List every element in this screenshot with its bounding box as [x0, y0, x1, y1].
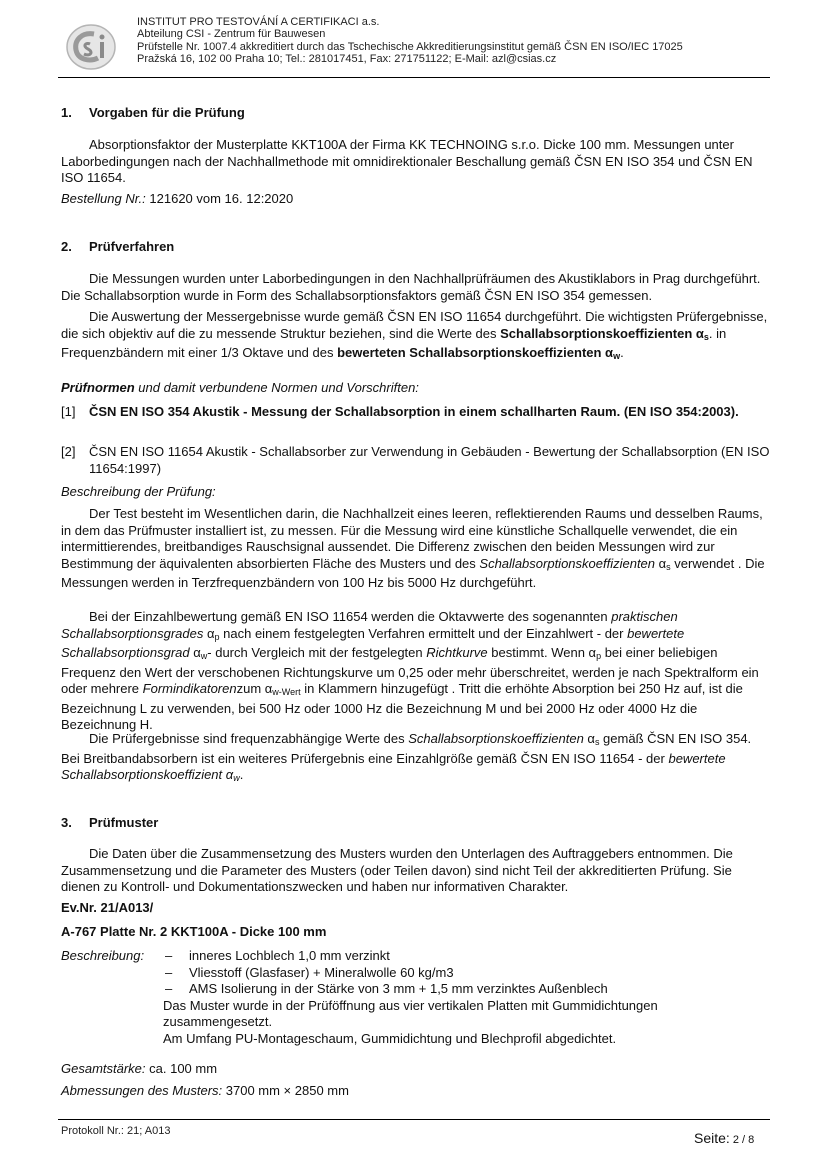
description-label: Beschreibung: [61, 948, 145, 963]
description-list [163, 948, 723, 1047]
accreditation: Prüfstelle Nr. 1007.4 akkreditiert durch das Tschechische Akkreditierungsinstitut gemäß ČSN EN ISO/IEC 17025 [137, 40, 683, 53]
order-value: 121620 vom 16. 12:2020 [145, 191, 294, 206]
total-thickness: Gesamtstärke: ca. 100 mm [61, 1061, 218, 1076]
reference-number: [1] [61, 404, 76, 419]
test-description-paragraph-2: Bei der Einzahlbewertung gemäß EN ISO 11654 werden die Oktavwerte des sogenannten praktischen Schallabsorptionsgrades $\alpha_p$ nach einem festgelegten Verfahren ermittelt und der Einzahlwert - der bewertete Schallabsorptionsgrad $\alpha_w-$ durch Vergleich mit der festgelegten Richtkurve bestimmt. Wenn $\alpha_p$ bei einer beliebigen Frequenz den Wert der verschobenen Richtungskurve um 0,25 oder mehr überschreitet, werden je nach Spektralform ein oder mehrere Formindikatorenzum $\alpha_{w-Wert}$ in Klammern hinzugefügt . Tritt die erhöhte Absorption bei 250 Hz auf, ist die Bezeichnung L zu verwenden, bei 500 Hz oder 1000 Hz die Bezeichnung M und bei 2000 Hz oder 4000 Hz die Bezeichnung H. [61, 609, 759, 732]
section-number: 2. [61, 239, 72, 254]
order-label: Bestellung Nr.: [61, 191, 146, 206]
protocol-number: Protokoll Nr.: 21; A013 [61, 1125, 171, 1137]
section-2-heading [61, 239, 174, 254]
csi-logo [64, 22, 118, 72]
letterhead [137, 16, 683, 66]
assembly-note: Das Muster wurde in der Prüföffnung aus vier vertikalen Platten mit Gummidichtungen zusammengesetzt. [163, 997, 658, 1029]
test-description-paragraph-1: Der Test besteht im Wesentlichen darin, die Nachhallzeit eines leeren, reflektierenden Raums und desselben Raums, in dem das Prüfmuster installiert ist, zu messen. Für die Messung wird eine künstliche Schallquelle verwendet, die ein intermittierendes, breitbandiges Rauschsignal aussendet. Die Differenz zwischen den beiden Messungen wird zur Bestimmung der äquivalenten absorbierten Fläche des Musters und des Schallabsorptionskoeffizienten $\alpha_s$ verwendet . Die Messungen werden in Terzfrequenzbändern von 100 Hz bis 5000 Hz durchgeführt. [61, 506, 765, 590]
section-3-paragraph: Die Daten über die Zusammensetzung des Musters wurden den Unterlagen des Auftraggebers entnommen. Die Zusammensetzung und die Parameter des Musters (oder Teilen davon) sind nicht Teil der akkreditierten Prüfung. Sie dienen zu Kontroll- und Dokumentationszwecken und haben nur informativen Charakter. [61, 846, 733, 894]
section-2-paragraph-1: Die Messungen wurden unter Laborbedingungen in den Nachhallprüfräumen des Akustiklabors in Prag durchgeführt. Die Schallabsorption wurde in Form des Schallabsorptionsfaktors gemäß ČSN EN ISO 354 gemessen. [61, 271, 761, 303]
contact-line: Pražská 16, 102 00 Praha 10; Tel.: 281017451, Fax: 271751122; E-Mail: azl@csias.cz [137, 53, 557, 66]
evidence-number: Ev.Nr. 21/A013/ [61, 900, 154, 915]
list-item: – inneres Lochblech 1,0 mm verzinkt [165, 948, 390, 963]
institute-name: INSTITUT PRO TESTOVÁNÍ A CERTIFIKACI a.s. [137, 16, 380, 28]
section-1-paragraph: Absorptionsfaktor der Musterplatte KKT100A der Firma KK TECHNOING s.r.o. Dicke 100 mm. Messungen unter Laborbedingungen nach der Nachhallmethode mit omnidirektionaler Beschallung gemäß ČSN EN ISO 354 und ČSN EN ISO 11654. [61, 137, 753, 185]
footer-divider [58, 1119, 770, 1120]
norms-heading: Prüfnormen und damit verbundene Normen und Vorschriften: [61, 380, 419, 395]
page-indicator: Seite: 2 / 8 [694, 1130, 755, 1146]
section-title: Prüfmuster [89, 815, 159, 830]
reference-text: ČSN EN ISO 354 Akustik - Messung der Schallabsorption in einem schallharten Raum. (EN ISO 354:2003). [89, 404, 739, 419]
section-1-heading [61, 105, 245, 120]
section-title: Prüfverfahren [89, 239, 175, 254]
reference-2 [61, 444, 771, 477]
test-description-heading: Beschreibung der Prüfung: [61, 484, 216, 499]
sample-dimensions: Abmessungen des Musters: 3700 mm × 2850 mm [61, 1083, 349, 1098]
sealing-note: Am Umfang PU-Montageschaum, Gummidichtung und Blechprofil abgedichtet. [163, 1030, 617, 1046]
list-item: – AMS Isolierung in der Stärke von 3 mm + 1,5 mm verzinktes Außenblech [165, 981, 608, 996]
reference-text: ČSN EN ISO 11654 Akustik - Schallabsorber zur Verwendung in Gebäuden - Bewertung der Schallabsorption (EN ISO 11654:1997) [89, 444, 770, 476]
order-line [61, 191, 771, 208]
section-3-heading [61, 815, 158, 830]
section-2-paragraph-2: Die Auswertung der Messergebnisse wurde gemäß ČSN EN ISO 11654 durchgeführt. Die wichtigsten Prüfergebnisse, die sich objektiv auf die zu messende Struktur beziehen, sind die Werte des Schallabsorptionskoeffizienten $\alpha_s$. in Frequenzbändern mit einer 1/3 Oktave und des bewerteten Schallabsorptionskoeffizienten $\alpha_w$. [61, 309, 768, 361]
test-description-paragraph-3: Die Prüfergebnisse sind frequenzabhängige Werte des Schallabsorptionskoeffizienten $\alpha_s$ gemäß ČSN EN ISO 354. Bei Breitbandabsorbern ist ein weiteres Prüfergebnis eine Einzahlgröße gemäß ČSN EN ISO 11654 - der bewertete Schallabsorptionskoeffizient $\alpha_w$. [61, 731, 752, 783]
header-divider [58, 77, 770, 78]
section-title: Vorgaben für die Prüfung [89, 105, 245, 120]
product-title: A-767 Platte Nr. 2 KKT100A - Dicke 100 mm [61, 924, 327, 939]
list-item: – Vliesstoff (Glasfaser) + Mineralwolle 60 kg/m3 [165, 964, 454, 980]
section-number: 1. [61, 105, 72, 120]
department: Abteilung CSI - Zentrum für Bauwesen [137, 28, 326, 41]
section-number: 3. [61, 815, 72, 830]
reference-number: [2] [61, 444, 76, 459]
reference-1 [61, 404, 771, 421]
